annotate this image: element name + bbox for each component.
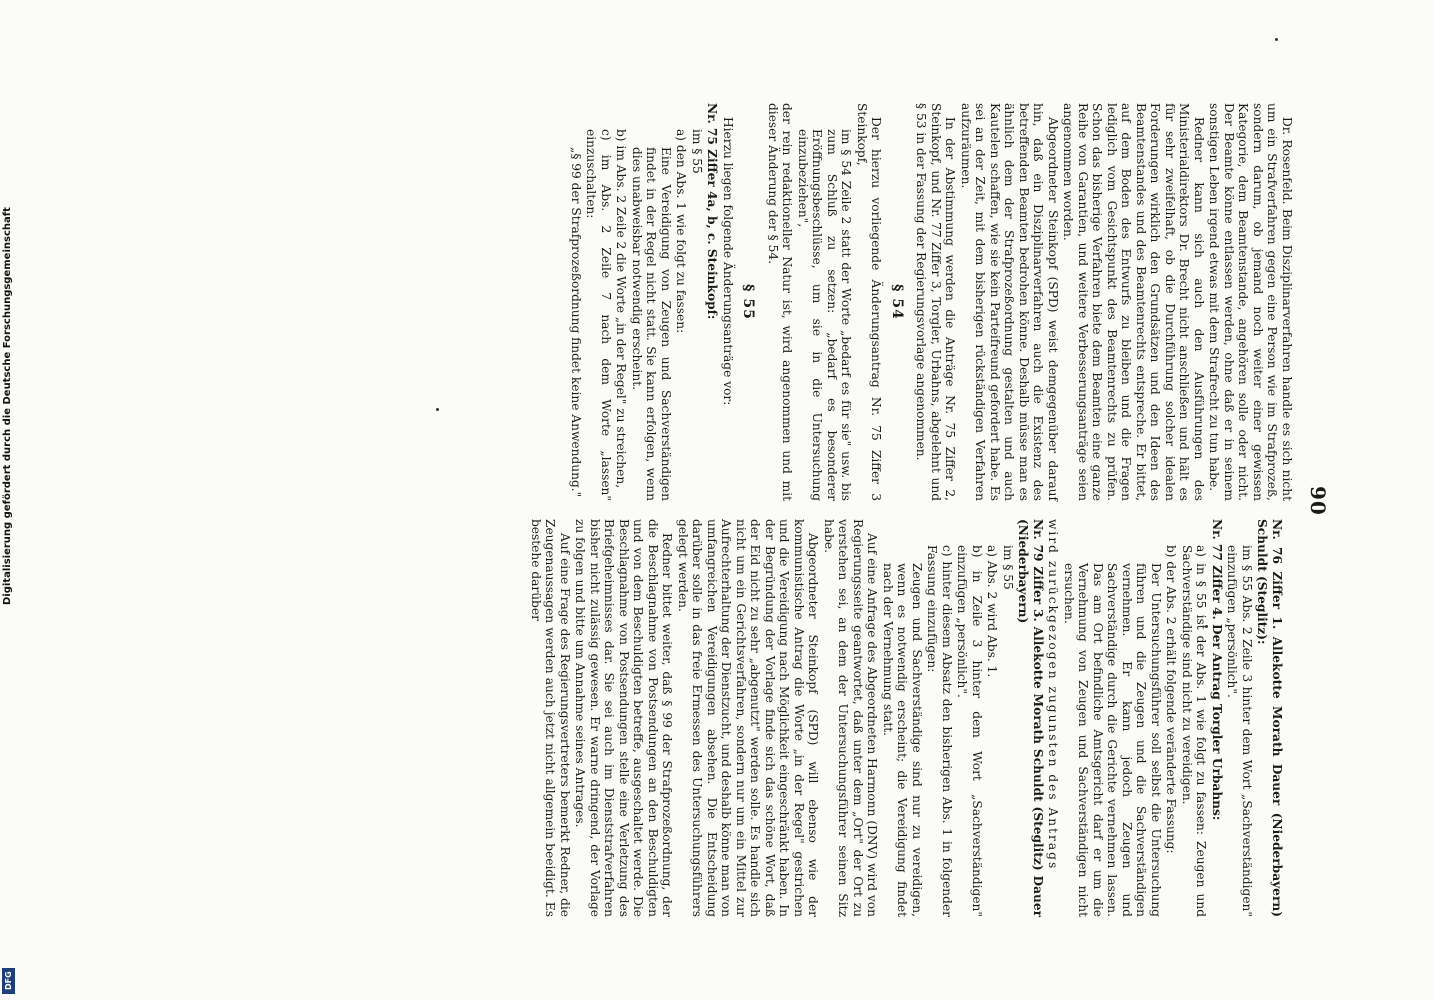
amendment-text: c) hinter diesem Absatz den bisherigen Abs. 1 in folgender Fassung einzufügen:: [925, 545, 954, 917]
amendment-text: Eine Vereidigung von Zeugen und Sachverständigen findet in der Regel nicht statt. Sie kann erfolgen, wenn dies unabweisbar notwendig erscheint.: [630, 147, 673, 501]
amendment-text: Der Untersuchungsführer soll selbst die Untersuchung führen und die Zeugen und die Sachverständigen vernehmen. Er kann jedoch Zeugen und Sachverständige durch die Gerichte vernehmen lassen. Das am Ort befindliche Amtsgericht darf er um die Vernehmung von Zeugen und Sachverständigen nicht ersuchen.: [1062, 563, 1163, 917]
amendment-text: im § 55 Abs. 2 Zeile 3 hinter dem Wort „Sachverständigen" einzufügen „persönlich".: [1225, 545, 1254, 917]
dfg-logo: DFG: [2, 968, 15, 994]
amendment-text: b) im Abs. 2 Zeile 2 die Worte „in der Regel" zu streichen,: [614, 129, 629, 489]
amendment-text: im § 55: [690, 129, 704, 174]
paragraph: Hierzu liegen folgende Änderungsanträge vor:: [721, 117, 735, 406]
amendment-text: a) in § 55 ist der Abs. 1 wie folgt zu fassen: Zeugen und Sachverständige sind nicht zu vereidigen.: [1180, 545, 1209, 917]
paragraph: Dr. Rosenfeld. Beim Disziplinarverfahren handle es sich nicht um ein Strafverfahren gegen eine Person wie im Strafprozeß, sondern darum, ob jemand noch weiter einer gewissen Kategorie, dem Beamtenstande, angehören solle oder nicht. Der Beamte könne entlassen werden, ohne daß er in seinem sonstigen Leben irgend etwas mit dem Strafrecht zu tun habe.: [1207, 103, 1294, 501]
paragraph: Redner kann sich auch den Ausführungen des Ministerialdirektors Dr. Brecht nicht anschließen und hält es für sehr zweifelhaft, ob die Durchführung solcher idealen Forderungen wirklich den Grundsätzen und den Ideen des Beamtenstandes und des Beamtenrechts entspreche. Er bittet, auf dem Boden des Entwurfs zu bleiben und die Fragen lediglich vom Gesichtspunkt des Beamtenrechts zu prüfen. Schon das bisherige Verfahren biete dem Beamten eine ganze Reihe von Garantien, und weitere Verbesserungsanträge seien angenommen worden.: [1061, 103, 1206, 501]
motion-title: Nr. 79 Ziffer 3. Allekotte Morath Schuldt (Steglitz) Dauer (Niederbayern): [1016, 519, 1045, 917]
amendment-text: c) im Abs. 2 Zeile 7 nach dem Worte „lassen" einzuschalten:: [584, 129, 613, 501]
amendment-text: b) der Abs. 2 erhält folgende veränderte Fassung:: [1164, 545, 1179, 854]
paragraph: Abgeordneter Steinkopf (SPD) weist demgegenüber darauf hin, daß ein Disziplinarverfahren auch die Existenz des betreffenden Beamten bedrohen könne. Deshalb müsse man es ähnlich dem der Strafprozeßordnung gestalten und auch Kautelen schaffen, wie sie kein Parteifreund gefordert habe. Es sei an der Zeit, mit dem bisherigen rückständigen Verfahren aufzuräumen.: [959, 103, 1060, 501]
paragraph: Auf eine Frage des Regierungsvertreters bemerkt Redner, die Zeugenaussagen werden auch jetzt nicht allgemein beeidigt. Es bestehe darüber: [529, 519, 572, 917]
amendment-text: im § 54 Zeile 2 statt der Worte „bedarf es für sie" usw. bis zum Schluß zu setzen: „bedarf es besonderer Eröffnungsbeschlüsse, um sie in die Untersuchung einzubeziehen",: [796, 129, 854, 501]
amendment-text: a) den Abs. 1 wie folgt zu fassen:: [674, 129, 689, 334]
section-heading: § 54: [889, 284, 905, 320]
amendment-text: b) in Zeile 3 hinter dem Wort „Sachverständigen" einzufügen „persönlich".: [955, 545, 984, 917]
motion-title: Nr. 77 Ziffer 4. Der Antrag Torgler Urbahns:: [1210, 519, 1224, 821]
amendment-text: im § 55: [1001, 545, 1015, 590]
paragraph: wird zurückgezogen zugunsten des Antrags: [1046, 519, 1061, 871]
motion-title: Nr. 76 Ziffer 1. Allekotte Morath Dauer (Niederbayern) Schuldt (Steglitz):: [1255, 519, 1284, 917]
paragraph: Abgeordneter Steinkopf (SPD) will ebenso wie der kommunistische Antrag die Worte „in der Regel" gestrichen und die Vereidigung nach Möglichkeit eingeschränkt haben. In der Begründung der Vorlage finde sich das schöne Wort, daß der Eid nicht zu sehr „abgenutzt" werden solle. Es handle sich nicht um ein Gerichtsverfahren, sondern nur um ein Mittel zur Aufrechterhaltung der Dienstzucht, und deshalb könne man von umfangreichen Vereidigungen absehen. Die Entscheidung darüber solle in das freie Ermessen des Untersuchungsführers gelegt werden.: [676, 519, 821, 917]
paragraph: Der hierzu vorliegende Änderungsantrag Nr. 75 Ziffer 3 Steinkopf,: [855, 103, 884, 501]
amendment-text: „§ 99 der Strafprozeßordnung findet keine Anwendung.": [569, 147, 583, 498]
page-number: 90: [1306, 486, 1330, 516]
footer-credit: Digitalisierung gefördert durch die Deutsche Forschungsgemeinschaft: [2, 207, 13, 605]
amendment-text: a) Abs. 2 wird Abs. 1.: [985, 545, 1000, 678]
left-column: [568, 103, 1295, 501]
paragraph: Auf eine Anfrage des Abgeordneten Harmonn (DNV) wird von Regierungsseite geantwortet, daß unter dem „Ort" der Ort zu verstehen sei, an dem der Untersuchungsführer seinen Sitz habe.: [822, 519, 880, 917]
paragraph: der rein redaktioneller Natur ist, wird angenommen und mit dieser Änderung der § 54.: [766, 103, 795, 501]
motion-title: Nr. 75 Ziffer 4a, b, c. Steinkopf:: [705, 103, 720, 320]
paragraph: In der Abstimmung werden die Anträge Nr. 75 Ziffer 2, Steinkopf, und Nr. 77 Ziffer 3, Torgler, Urbahns, abgelehnt und § 53 in der Fassung der Regierungsvorlage angenommen.: [914, 103, 958, 501]
amendment-text: Zeugen und Sachverständige sind nur zu vereidigen, wenn es notwendig erscheint; die Vereidigung findet nach der Vernehmung statt.: [881, 563, 924, 917]
section-heading: § 55: [740, 284, 757, 320]
right-column: [528, 519, 1285, 917]
paragraph: Redner bittet weiter, daß § 99 der Strafprozeßordnung, der die Beschlagnahme von Postsendungen an den Beschuldigten und von dem Beschuldigten betreffe, ausgeschaltet werde. Die Beschlagnahme von Postsendungen stelle eine Verletzung des Briefgeheimnisses dar. Sie sei auch im Dienststrafverfahren bisher nicht zulässig gewesen. Er warne dringend, der Vorlage zu folgen und bitte um Annahme seines Antrages.: [573, 519, 675, 917]
